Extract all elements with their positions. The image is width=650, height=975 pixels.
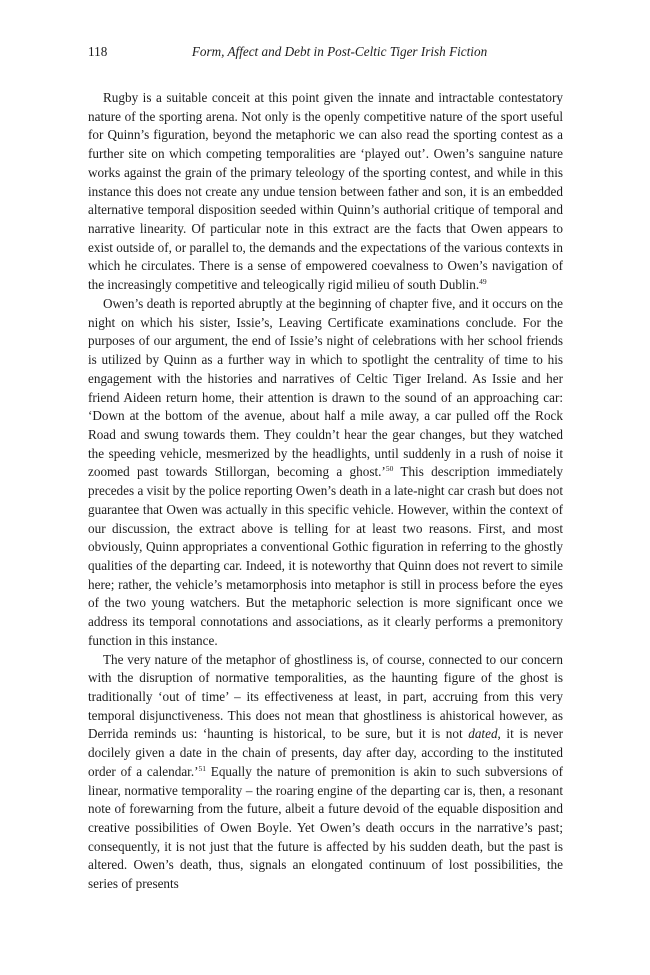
paragraph-text: Rugby is a suitable conceit at this point given the innate and intractable contestatory nature of the sporting arena. Not only is the openly competitive nature of the sport useful for Quinn’s figuration, beyond the metaphoric we can also read the sporting contest as a further site on which competing temporalities are ‘played out’. Owen’s sanguine nature works against the grain of the primary teleology of the sporting contest, and while in this instance this does not create any undue tension between father and son, it is an embedded alternative temporal disposition seeded within Quinn’s authorial critique of temporal and narrative linearity. Of particular note in this extract are the facts that Owen appears to exist outside of, or parallel to, the demands and the expectations of the various contexts in which he circulates. There is a sense of empowered coevalness to Owen’s navigation of the increasingly competitive and teleogically rigid milieu of south Dublin. (88, 90, 563, 293)
paragraph-text: The very nature of the metaphor of ghostliness is, of course, connected to our concern with the disruption of normative temporalities, as the haunting figure of the ghost is traditionally ‘out of time’ – its effectiveness at least, in part, accruing from this very temporal disjunctiveness. This does not mean that ghostliness is ahistorical however, as Derrida reminds us: ‘haunting is historical, to be sure, but it is not (88, 651, 563, 742)
paragraph-ghostliness (88, 651, 563, 894)
footnote-ref-50: 50 (385, 464, 394, 474)
running-title: Form, Affect and Debt in Post-Celtic Tiger Irish Fiction (191, 44, 488, 59)
paragraph-text: This description immediately precedes a visit by the police reporting Owen’s death in a late-night car crash but does not guarantee that Owen was actually in this specific vehicle. However, within the context of our discussion, the extract above is telling for at least two reasons. First, and most obviously, Quinn appropriates a conventional Gothic figuration in referring to the ghostly qualities of the departing car. Indeed, it is noteworthy that Quinn does not revert to simile here; rather, the vehicle’s metamorphosis into metaphor is still in process before the eyes of the two young watchers. But the metaphoric selection is more significant once we address its temporal connotations and associations, as it clearly performs a premonitory function in this instance. (88, 464, 563, 648)
italic-dated: dated (468, 726, 498, 742)
footnote-ref-51: 51 (198, 763, 207, 773)
running-head (88, 44, 563, 64)
paragraph-text: , it is never docilely given a date in the chain of presents, day after day, according to the instituted order of a calendar.’ (88, 726, 563, 779)
paragraph-text: Equally the nature of premonition is akin to such subversions of linear, normative temporality – the roaring engine of the departing car is, then, a resonant note of forewarning from the future, albeit a future devoid of the equable disposition and creative possibilities of Owen Boyle. Yet Owen’s death occurs in the narrative’s past; consequently, it is not just that the future is affected by his sudden death, but the past is altered. Owen’s death, thus, signals an elongated continuum of lost possibilities, the series of presents (88, 763, 563, 892)
body-text (88, 89, 563, 894)
page-number: 118 (88, 44, 108, 59)
footnote-ref-49: 49 (479, 277, 487, 287)
paragraph-text: Owen’s death is reported abruptly at the beginning of chapter five, and it occurs on the night on which his sister, Issie’s, Leaving Certificate examinations conclude. For the purposes of our argument, the end of Issie’s night of celebrations with her school friends is utilized by Quinn as a further way in which to spotlight the centrality of time to his engagement with the histories and narratives of Celtic Tiger Ireland. As Issie and her friend Aideen return home, their attention is drawn to the sound of an approaching car: ‘Down at the bottom of the avenue, about half a mile away, a car pulled off the Rock Road and swung towards them. They couldn’t hear the gear changes, but they watched the speeding vehicle, mesmerized by the headlights, until suddenly in a rush of noise it zoomed past towards Stillorgan, becoming a ghost.’ (88, 295, 563, 480)
paragraph-owens-death (88, 295, 563, 651)
paragraph-rugby (88, 89, 563, 295)
